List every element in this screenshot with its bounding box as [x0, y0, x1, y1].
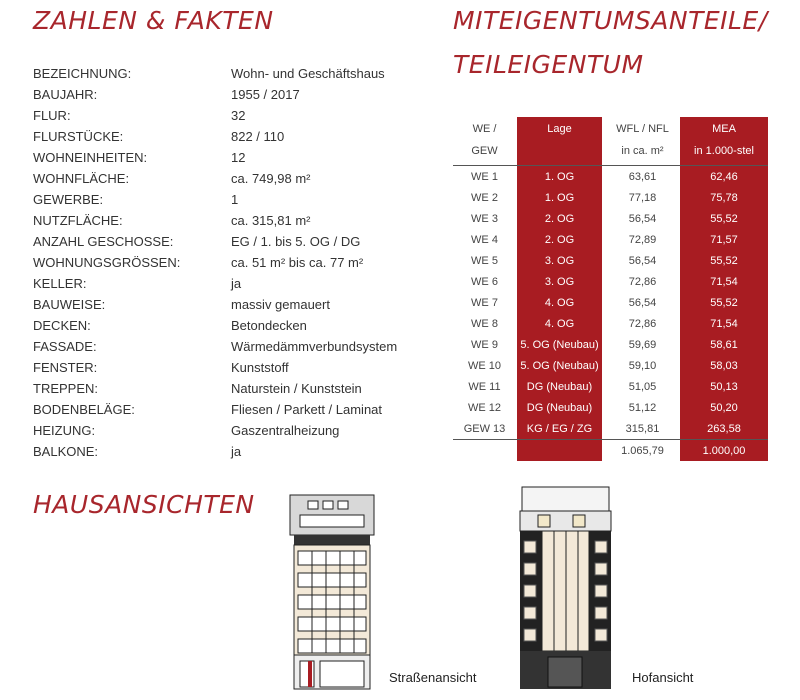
- table-header-sub: in 1.000-stel: [694, 145, 754, 157]
- table-cell-wfl: 56,54: [628, 213, 657, 225]
- table-cell-lage: 5. OG (Neubau): [520, 339, 599, 351]
- table-cell-lage: 4. OG: [544, 318, 575, 330]
- table-cell-wfl: 59,10: [628, 360, 657, 372]
- table-cell-wfl: 77,18: [628, 192, 657, 204]
- fact-label: FENSTER:: [33, 360, 98, 375]
- fact-value: Kunststoff: [231, 360, 289, 375]
- table-cell-wfl: 72,89: [628, 234, 657, 246]
- fact-value: 32: [231, 108, 246, 123]
- fact-label: NUTZFLÄCHE:: [33, 213, 123, 228]
- table-cell-lage: 2. OG: [544, 234, 575, 246]
- table-cell-mea: 55,52: [710, 297, 738, 309]
- fact-value: ca. 51 m² bis ca. 77 m²: [231, 255, 364, 270]
- table-cell-lage: 1. OG: [544, 192, 575, 204]
- table-cell-wfl: 72,86: [628, 276, 657, 288]
- total-wfl: 1.065,79: [621, 445, 664, 457]
- table-header: MEA: [712, 123, 736, 135]
- table-cell-we: WE 3: [471, 213, 498, 225]
- fact-value: Wohn- und Geschäftshaus: [231, 66, 385, 81]
- fact-label: KELLER:: [33, 276, 87, 291]
- fact-value: massiv gemauert: [231, 297, 330, 312]
- fact-value: EG / 1. bis 5. OG / DG: [231, 234, 361, 249]
- fact-label: WOHNEINHEITEN:: [33, 150, 148, 165]
- table-cell-mea: 50,20: [710, 402, 738, 414]
- fact-label: BALKONE:: [33, 444, 99, 459]
- street-view-caption: Straßenansicht: [389, 670, 477, 685]
- views-heading: HAUSANSICHTEN: [33, 490, 255, 519]
- table-cell-mea: 58,61: [710, 339, 738, 351]
- fact-label: FLUR:: [33, 108, 71, 123]
- fact-label: FLURSTÜCKE:: [33, 129, 124, 144]
- table-cell-mea: 71,54: [710, 318, 738, 330]
- table-cell-mea: 71,54: [710, 276, 738, 288]
- table-cell-wfl: 56,54: [628, 255, 657, 267]
- table-cell-we: WE 5: [471, 255, 498, 267]
- table-cell-lage: 4. OG: [544, 297, 575, 309]
- facts-heading: ZAHLEN & FAKTEN: [33, 6, 274, 35]
- fact-value: Wärmedämmverbundsystem: [231, 339, 398, 354]
- table-cell-lage: 2. OG: [544, 213, 575, 225]
- fact-value: ca. 749,98 m²: [231, 171, 311, 186]
- fact-label: TREPPEN:: [33, 381, 99, 396]
- table-cell-mea: 71,57: [710, 234, 738, 246]
- table-cell-lage: KG / EG / ZG: [526, 423, 593, 435]
- table-cell-we: WE 9: [471, 339, 498, 351]
- fact-label: ANZAHL GESCHOSSE:: [33, 234, 174, 249]
- table-cell-we: WE 10: [467, 360, 501, 372]
- fact-value: ja: [231, 276, 242, 291]
- table-cell-wfl: 51,05: [628, 381, 657, 393]
- table-cell-lage: 3. OG: [544, 276, 575, 288]
- fact-label: GEWERBE:: [33, 192, 104, 207]
- table-cell-wfl: 72,86: [628, 318, 657, 330]
- fact-label: BEZEICHNUNG:: [33, 66, 132, 81]
- fact-value: Gaszentralheizung: [231, 423, 340, 438]
- table-cell-wfl: 315,81: [625, 423, 660, 435]
- fact-label: DECKEN:: [33, 318, 91, 333]
- fact-label: HEIZUNG:: [33, 423, 96, 438]
- fact-value: ca. 315,81 m²: [231, 213, 311, 228]
- fact-value: 1955 / 2017: [231, 87, 300, 102]
- table-cell-wfl: 63,61: [628, 171, 657, 183]
- table-cell-lage: DG (Neubau): [526, 402, 593, 414]
- table-cell-we: WE 6: [471, 276, 498, 288]
- table-cell-mea: 263,58: [707, 423, 741, 435]
- table-header: Lage: [547, 123, 572, 135]
- table-cell-mea: 55,52: [710, 213, 738, 225]
- table-cell-wfl: 56,54: [628, 297, 657, 309]
- table-cell-we: WE 12: [467, 402, 501, 414]
- shares-heading-line1: MITEIGENTUMSANTEILE/: [453, 6, 768, 35]
- fact-value: Fliesen / Parkett / Laminat: [231, 402, 383, 417]
- table-cell-mea: 75,78: [710, 192, 738, 204]
- courtyard-view-caption: Hofansicht: [632, 670, 694, 685]
- fact-label: BAUWEISE:: [33, 297, 106, 312]
- table-cell-mea: 50,13: [710, 381, 738, 393]
- shares-heading-line2: TEILEIGENTUM: [453, 50, 644, 79]
- table-cell-we: WE 8: [471, 318, 498, 330]
- table-cell-we: WE 1: [471, 171, 498, 183]
- table-cell-lage: 5. OG (Neubau): [520, 360, 599, 372]
- fact-value: 12: [231, 150, 246, 165]
- table-header-sub: in ca. m²: [621, 145, 664, 157]
- table-cell-we: WE 7: [471, 297, 498, 309]
- courtyard-view-drawing: [518, 485, 613, 693]
- table-cell-wfl: 59,69: [628, 339, 657, 351]
- table-cell-lage: DG (Neubau): [526, 381, 593, 393]
- totals-divider: [453, 439, 768, 440]
- table-header-sub: GEW: [471, 145, 498, 157]
- table-cell-we: WE 2: [471, 192, 498, 204]
- table-cell-mea: 58,03: [710, 360, 738, 372]
- fact-value: ja: [231, 444, 242, 459]
- fact-label: WOHNFLÄCHE:: [33, 171, 130, 186]
- fact-label: BAUJAHR:: [33, 87, 98, 102]
- table-cell-lage: 3. OG: [544, 255, 575, 267]
- table-cell-we: WE 11: [468, 381, 501, 393]
- table-cell-wfl: 51,12: [628, 402, 657, 414]
- table-cell-mea: 62,46: [710, 171, 738, 183]
- table-header: WE /: [472, 123, 497, 135]
- header-divider: [453, 165, 768, 166]
- total-mea: 1.000,00: [702, 445, 746, 457]
- table-cell-we: WE 4: [471, 234, 498, 246]
- table-header: WFL / NFL: [616, 123, 669, 135]
- table-cell-we: GEW 13: [463, 423, 506, 435]
- fact-value: 822 / 110: [231, 129, 285, 144]
- fact-value: Naturstein / Kunststein: [231, 381, 362, 396]
- fact-label: BODENBELÄGE:: [33, 402, 135, 417]
- street-view-drawing: [288, 493, 376, 693]
- fact-value: 1: [231, 192, 239, 207]
- table-cell-lage: 1. OG: [544, 171, 575, 183]
- table-cell-mea: 55,52: [710, 255, 738, 267]
- fact-label: WOHNUNGSGRÖSSEN:: [33, 255, 181, 270]
- fact-label: FASSADE:: [33, 339, 97, 354]
- fact-value: Betondecken: [231, 318, 307, 333]
- ownership-shares-table: [453, 117, 768, 461]
